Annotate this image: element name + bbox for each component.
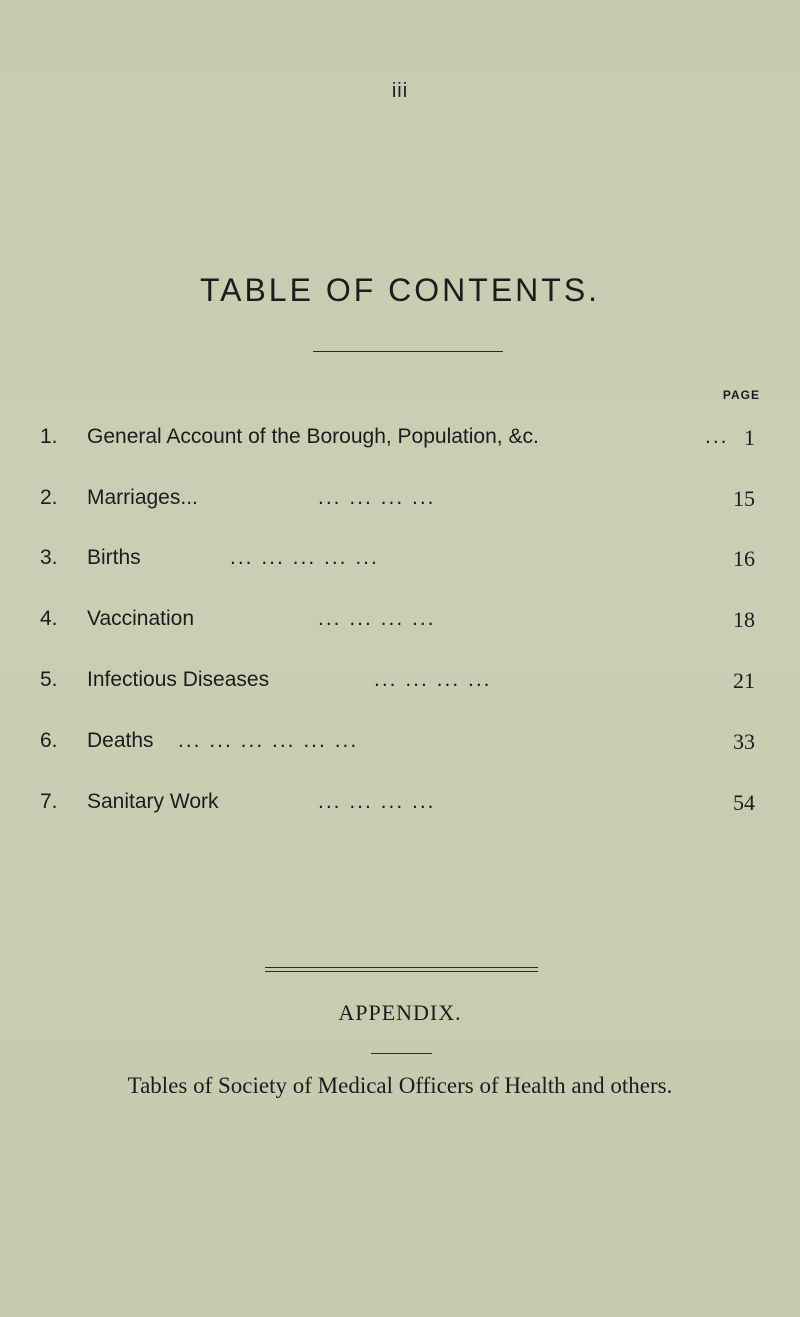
toc-entry-page: 16 [733,546,755,571]
toc-entry [0,607,800,647]
toc-entry [0,486,800,526]
page-column-label: PAGE [722,388,760,402]
toc-entry-title: Marriages... [87,486,198,509]
toc-entry [0,729,800,769]
appendix-heading: APPENDIX. [338,1000,462,1025]
toc-entry-number: 1. [40,425,58,448]
toc-entry-page: 18 [733,607,755,632]
toc-entry-number: 6. [40,729,58,752]
page-number: iii [391,80,409,102]
toc-entry-page: 1 [744,425,755,450]
toc-entry-title: Deaths [87,729,154,752]
toc-entry-leader: ... ... ... ... [318,790,436,813]
toc-entry-page: 33 [733,729,755,754]
toc-entry [0,668,800,708]
toc-entry-title: Sanitary Work [87,790,219,813]
toc-entry-title: Vaccination [87,607,195,630]
toc-entry-number: 4. [40,607,58,630]
toc-entry-page: 15 [733,486,755,511]
toc-entry-page: 54 [733,790,755,815]
toc-entry-leader: ... ... ... ... ... ... [178,729,359,752]
toc-entry-page: 21 [733,668,755,693]
toc-entry-title: General Account of the Borough, Population, &c. [87,425,539,448]
appendix-description: Tables of Society of Medical Officers of Health and others. [127,1073,673,1098]
toc-entry-leader: ... ... ... ... [318,486,436,509]
toc-entry [0,546,800,586]
toc-entry-number: 5. [40,668,58,691]
toc-entry-leader: ... ... ... ... [318,607,436,630]
toc-entry-number: 3. [40,546,58,569]
toc-entry-number: 7. [40,790,58,813]
toc-entry [0,790,800,830]
appendix-rule [371,1053,432,1054]
toc-entry-leader: ... [705,425,729,448]
section-rule [265,971,538,972]
toc-entry [0,425,800,465]
section-rule [265,967,538,968]
toc-entry-leader: ... ... ... ... [374,668,492,691]
toc-entry-number: 2. [40,486,58,509]
toc-entry-title: Infectious Diseases [87,668,270,691]
title-rule [313,351,503,352]
toc-entry-leader: ... ... ... ... ... [230,546,379,569]
toc-entry-title: Births [87,546,141,569]
page-title: TABLE OF CONTENTS. [199,272,601,308]
